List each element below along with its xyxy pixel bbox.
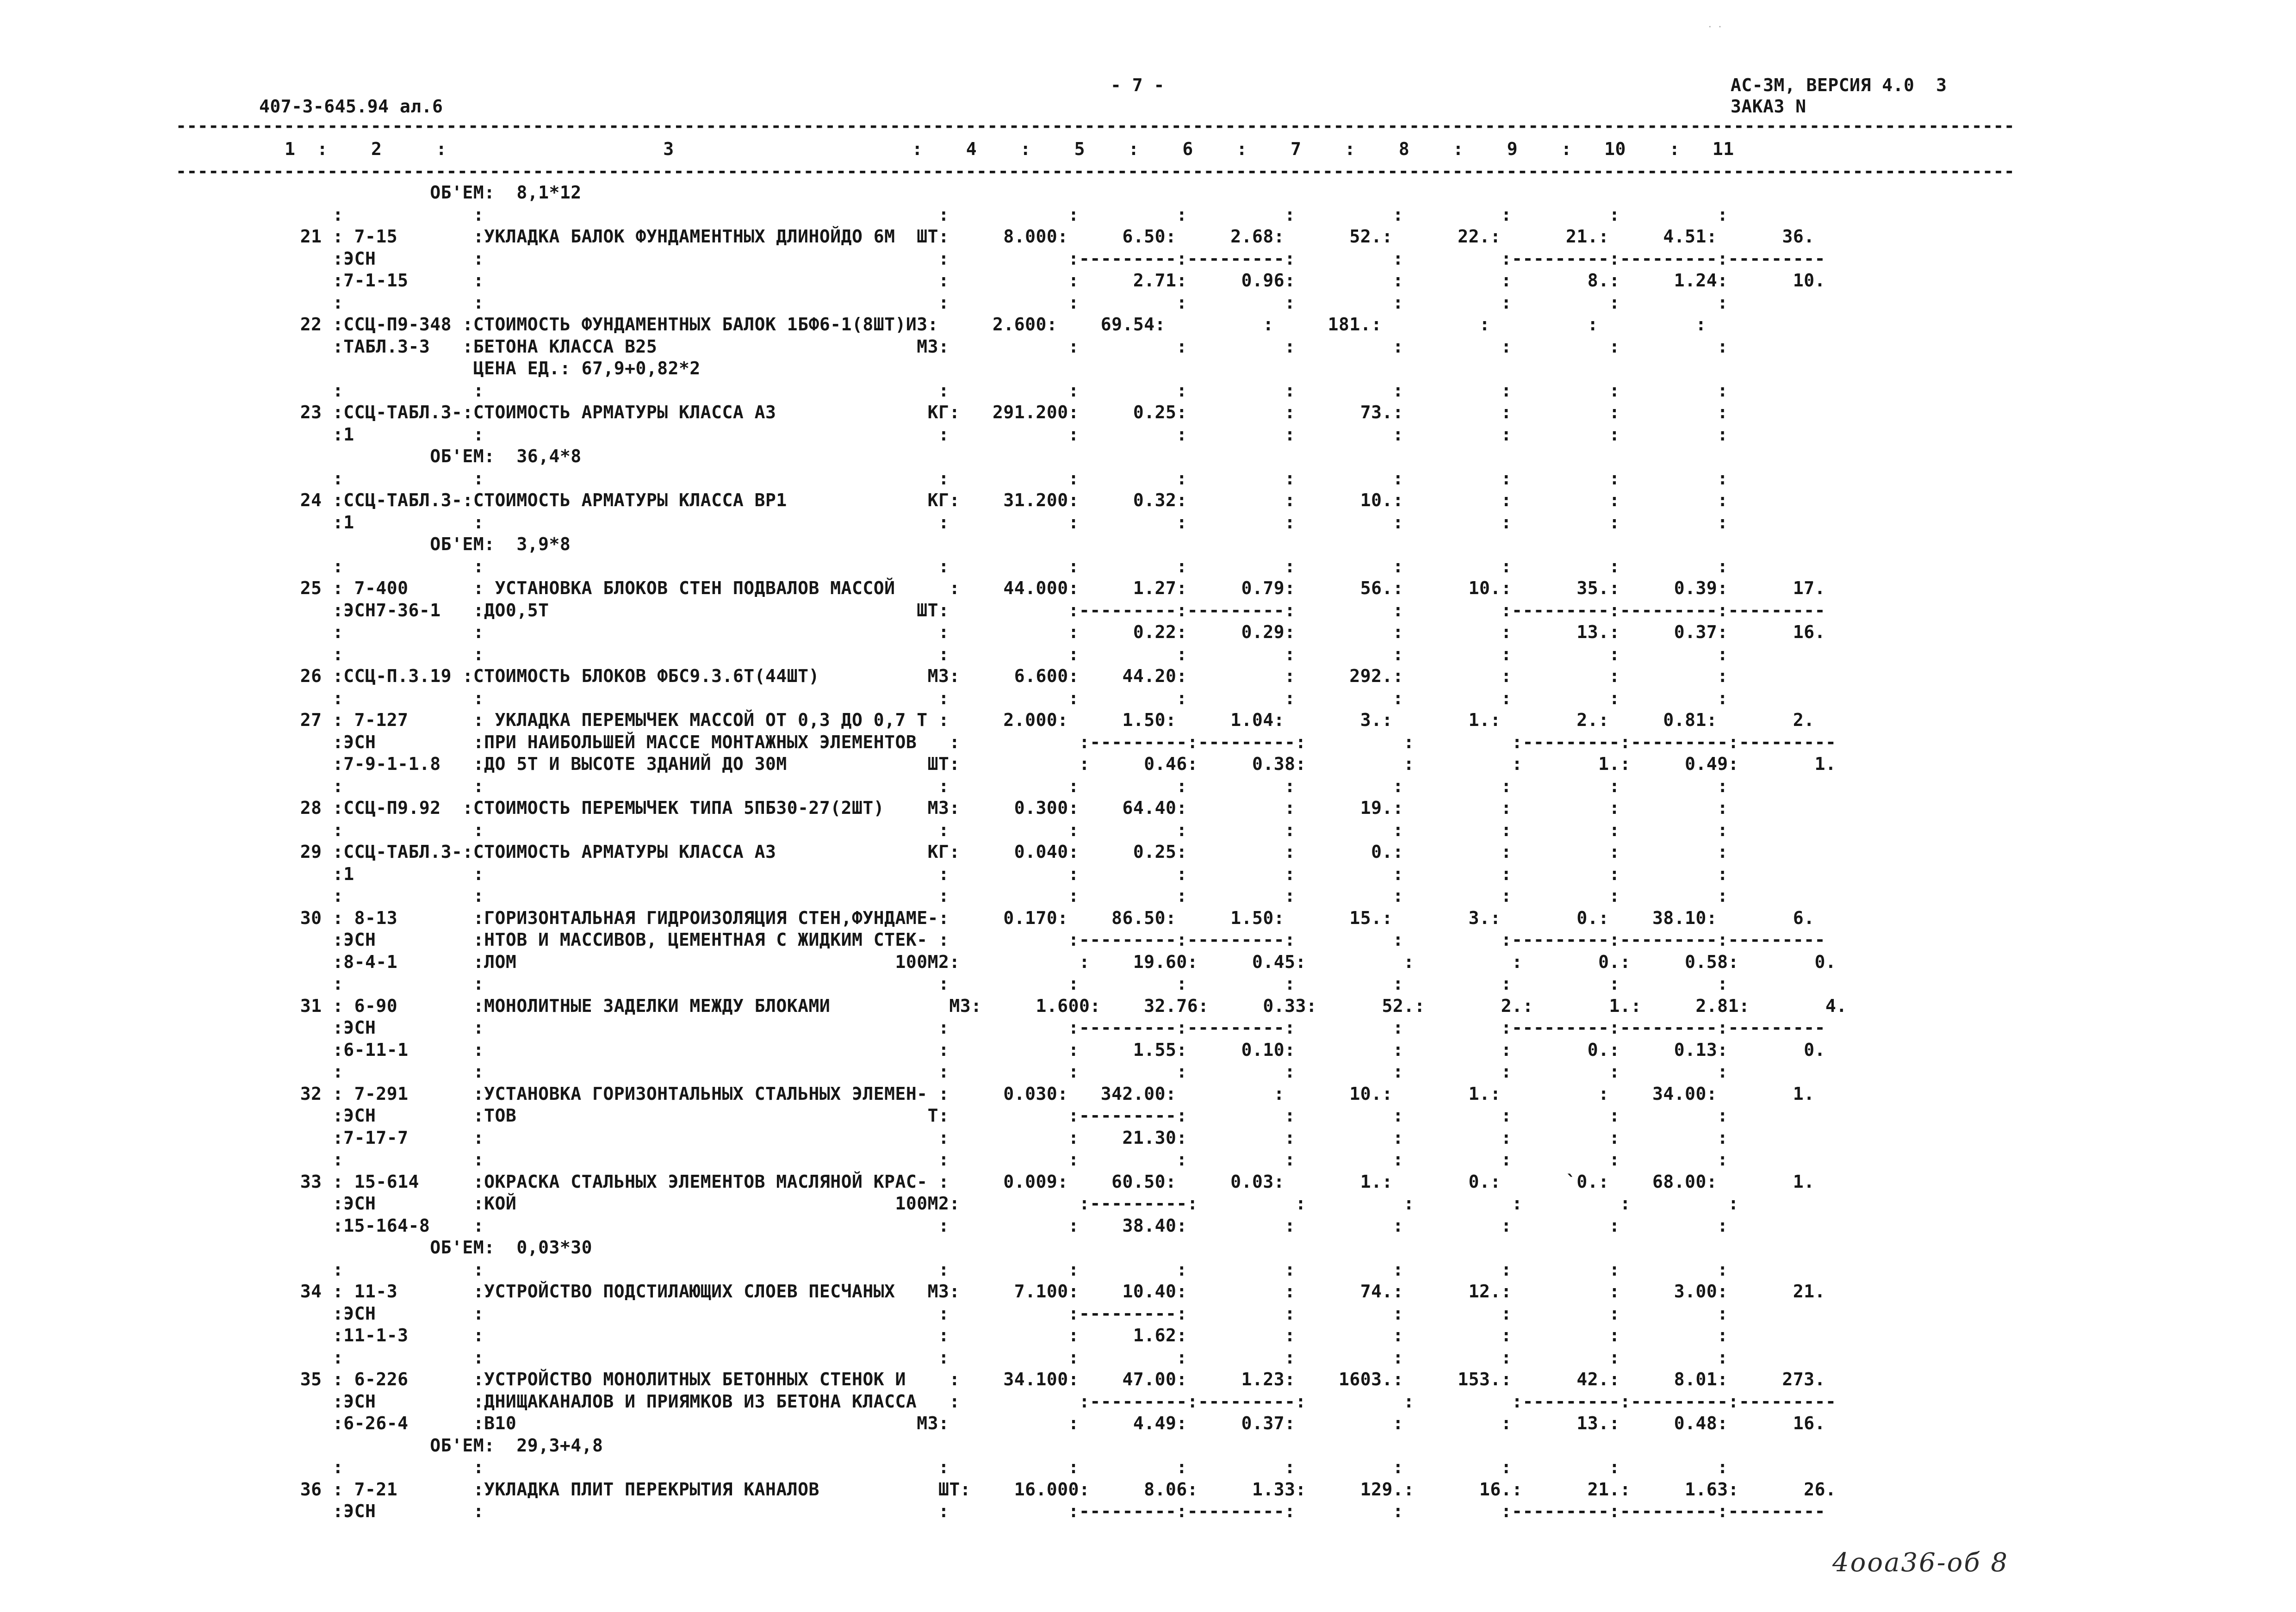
- report-line: 30 : 8-13 :ГОРИЗОНТАЛЬНАЯ ГИДРОИЗОЛЯЦИЯ СТЕН,ФУНДАМЕ-: 0.170: 86.50: 1.50: 15.: 3.: 0.: 38.10: 6.: [279, 907, 1815, 928]
- report-line: :ЭСН : : :---------: : : : : :: [279, 1303, 1728, 1324]
- report-line: : : : : : : : : : :: [279, 886, 1728, 906]
- report-line: :8-4-1 :ЛОМ 100М2: : 19.60: 0.45: : : 0.: 0.58: 0.: [279, 951, 1837, 972]
- report-line: 24 :ССЦ-ТАБЛ.3-:СТОИМОСТЬ АРМАТУРЫ КЛАССА ВР1 КГ: 31.200: 0.32: : 10.: : : :: [279, 490, 1728, 510]
- report-line: :15-164-8 : : : 38.40: : : : : :: [279, 1215, 1728, 1236]
- report-line: :6-26-4 :В10 М3: : 4.49: 0.37: : : 13.: 0.48: 16.: [279, 1413, 1826, 1433]
- report-line: ОБ'ЕМ: 8,1*12: [279, 182, 582, 203]
- scan-specks: · ·: [1707, 22, 1723, 32]
- report-line: : : : : : : : : : :: [279, 775, 1728, 796]
- report-line: : : : : : : : : : :: [279, 644, 1728, 664]
- report-line: :7-9-1-1.8 :ДО 5Т И ВЫСОТЕ ЗДАНИЙ ДО 30М ШТ: : 0.46: 0.38: : : 1.: 0.49: 1.: [279, 754, 1837, 774]
- report-line: ОБ'ЕМ: 3,9*8: [279, 534, 571, 554]
- report-line: 28 :ССЦ-П9.92 :СТОИМОСТЬ ПЕРЕМЫЧЕК ТИПА 5ПБ30-27(2ШТ) М3: 0.300: 64.40: : 19.: : : :: [279, 798, 1728, 818]
- report-line: : : : : : : : : : :: [279, 1149, 1728, 1170]
- report-line: :ЭСН :НТОВ И МАССИВОВ, ЦЕМЕНТНАЯ С ЖИДКИМ СТЕК- : :---------:---------: : :---------:---------:---------: [279, 930, 1826, 950]
- report-line: :ЭСН :ТОВ Т: :---------: : : : : :: [279, 1105, 1728, 1126]
- report-line: 32 : 7-291 :УСТАНОВКА ГОРИЗОНТАЛЬНЫХ СТАЛЬНЫХ ЭЛЕМЕН- : 0.030: 342.00: : 10.: 1.: : 34.00: 1.: [279, 1083, 1815, 1104]
- report-line: : : : : : : : : : :: [279, 204, 1728, 225]
- report-line: :7-17-7 : : : 21.30: : : : : :: [279, 1127, 1728, 1148]
- header-rule-bottom: --------------------------------------------------------------------------------------------------------------------------------------------------------------------------: [176, 161, 2015, 181]
- column-number-header: 1 : 2 : 3 : 4 : 5 : 6 : 7 : 8 : 9 : 10 : 11: [285, 139, 1734, 159]
- handwritten-sheet-number: 4ооа36-об 8: [1832, 1548, 2009, 1578]
- report-line: 34 : 11-3 :УСТРОЙСТВО ПОДСТИЛАЮЩИХ СЛОЕВ ПЕСЧАНЫХ М3: 7.100: 10.40: : 74.: 12.: : 3.00: 21.: [279, 1281, 1826, 1302]
- report-line: : : : : : : : : : :: [279, 819, 1728, 840]
- report-line: 26 :ССЦ-П.3.19 :СТОИМОСТЬ БЛОКОВ ФБС9.3.6Т(44ШТ) М3: 6.600: 44.20: : 292.: : : :: [279, 666, 1728, 686]
- report-line: 31 : 6-90 :МОНОЛИТНЫЕ ЗАДЕЛКИ МЕЖДУ БЛОКАМИ М3: 1.600: 32.76: 0.33: 52.: 2.: 1.: 2.81: 4.: [279, 995, 1847, 1016]
- report-line: : : : : : : : : : :: [279, 1061, 1728, 1082]
- report-line: : : : : : : : : : :: [279, 973, 1728, 994]
- report-line: : : : : : : : : : :: [279, 688, 1728, 708]
- report-line: : : : : : : : : : :: [279, 468, 1728, 489]
- order-number: ЗАКАЗ N: [1731, 96, 1806, 117]
- report-line: 27 : 7-127 : УКЛАДКА ПЕРЕМЫЧЕК МАССОЙ ОТ 0,3 ДО 0,7 Т : 2.000: 1.50: 1.04: 3.: 1.: 2.: 0.81: 2.: [279, 710, 1815, 730]
- report-line: : : : : : : : : : :: [279, 1259, 1728, 1280]
- header-rule-top: --------------------------------------------------------------------------------------------------------------------------------------------------------------------------: [176, 116, 2015, 136]
- report-line: :6-11-1 : : : 1.55: 0.10: : : 0.: 0.13: 0.: [279, 1039, 1826, 1060]
- report-line: 35 : 6-226 :УСТРОЙСТВО МОНОЛИТНЫХ БЕТОННЫХ СТЕНОК И : 34.100: 47.00: 1.23: 1603.: 153.: 42.: 8.01: 273.: [279, 1369, 1826, 1389]
- report-line: : : : : : : : : : :: [279, 380, 1728, 401]
- report-line: :1 : : : : : : : : :: [279, 512, 1728, 533]
- report-line: ОБ'ЕМ: 36,4*8: [279, 446, 582, 466]
- report-line: 22 :ССЦ-П9-348 :СТОИМОСТЬ ФУНДАМЕНТНЫХ БАЛОК 1БФ6-1(8ШТ)ИЗ: 2.600: 69.54: : 181.: : : :: [279, 314, 1706, 335]
- report-line: :11-1-3 : : : 1.62: : : : : :: [279, 1325, 1728, 1345]
- program-version: АС-3М, ВЕРСИЯ 4.0 3: [1731, 75, 1947, 95]
- report-line: : : : : : : : : : :: [279, 1457, 1728, 1477]
- report-line: :ЭСН : : :---------:---------: : :---------:---------:---------: [279, 1017, 1826, 1038]
- report-line: :ЭСН :КОЙ 100М2: :---------: : : : : :: [279, 1193, 1739, 1214]
- document-code: 407-3-645.94 ал.6: [259, 96, 443, 117]
- report-line: 21 : 7-15 :УКЛАДКА БАЛОК ФУНДАМЕНТНЫХ ДЛИНОЙДО 6М ШТ: 8.000: 6.50: 2.68: 52.: 22.: 21.: 4.51: 36.: [279, 226, 1815, 247]
- report-line: 36 : 7-21 :УКЛАДКА ПЛИТ ПЕРЕКРЫТИЯ КАНАЛОВ ШТ: 16.000: 8.06: 1.33: 129.: 16.: 21.: 1.63: 26.: [279, 1479, 1837, 1500]
- page-number: - 7 -: [1111, 75, 1165, 95]
- report-line: :ЭСН :ПРИ НАИБОЛЬШЕЙ МАССЕ МОНТАЖНЫХ ЭЛЕМЕНТОВ : :---------:---------: : :---------:---------:---------: [279, 732, 1837, 752]
- report-line: :1 : : : : : : : : :: [279, 863, 1728, 884]
- report-line: :ЭСН : : :---------:---------: : :---------:---------:---------: [279, 248, 1826, 269]
- report-line: 29 :ССЦ-ТАБЛ.3-:СТОИМОСТЬ АРМАТУРЫ КЛАССА А3 КГ: 0.040: 0.25: : 0.: : : :: [279, 842, 1728, 862]
- report-line: : : : : : : : : : :: [279, 1347, 1728, 1368]
- report-line: :ЭСН7-36-1 :ДО0,5Т ШТ: :---------:---------: : :---------:---------:---------: [279, 600, 1826, 620]
- report-line: 25 : 7-400 : УСТАНОВКА БЛОКОВ СТЕН ПОДВАЛОВ МАССОЙ : 44.000: 1.27: 0.79: 56.: 10.: 35.: 0.39: 17.: [279, 578, 1826, 598]
- report-line: ОБ'ЕМ: 29,3+4,8: [279, 1435, 603, 1456]
- report-line: :ТАБЛ.3-3 :БЕТОНА КЛАССА В25 М3: : : : : : : :: [279, 336, 1728, 357]
- report-line: ЦЕНА ЕД.: 67,9+0,82*2: [279, 358, 701, 378]
- report-line: ОБ'ЕМ: 0,03*30: [279, 1237, 592, 1258]
- report-line: :ЭСН :ДНИЩАКАНАЛОВ И ПРИЯМКОВ ИЗ БЕТОНА КЛАССА : :---------:---------: : :---------:---------:---------: [279, 1391, 1837, 1412]
- report-line: : : : : : : : : : :: [279, 292, 1728, 313]
- report-line: 33 : 15-614 :ОКРАСКА СТАЛЬНЫХ ЭЛЕМЕНТОВ МАСЛЯНОЙ КРАС- : 0.009: 60.50: 0.03: 1.: 0.: `0.: 68.00: 1.: [279, 1171, 1815, 1192]
- report-line: : : : : : : : : : :: [279, 556, 1728, 577]
- report-line: 23 :ССЦ-ТАБЛ.3-:СТОИМОСТЬ АРМАТУРЫ КЛАССА А3 КГ: 291.200: 0.25: : 73.: : : :: [279, 402, 1728, 422]
- report-line: :1 : : : : : : : : :: [279, 424, 1728, 445]
- report-line: : : : : 0.22: 0.29: : : 13.: 0.37: 16.: [279, 622, 1826, 642]
- report-line: :ЭСН : : :---------:---------: : :---------:---------:---------: [279, 1501, 1826, 1521]
- report-line: :7-1-15 : : : 2.71: 0.96: : : 8.: 1.24: 10.: [279, 270, 1826, 291]
